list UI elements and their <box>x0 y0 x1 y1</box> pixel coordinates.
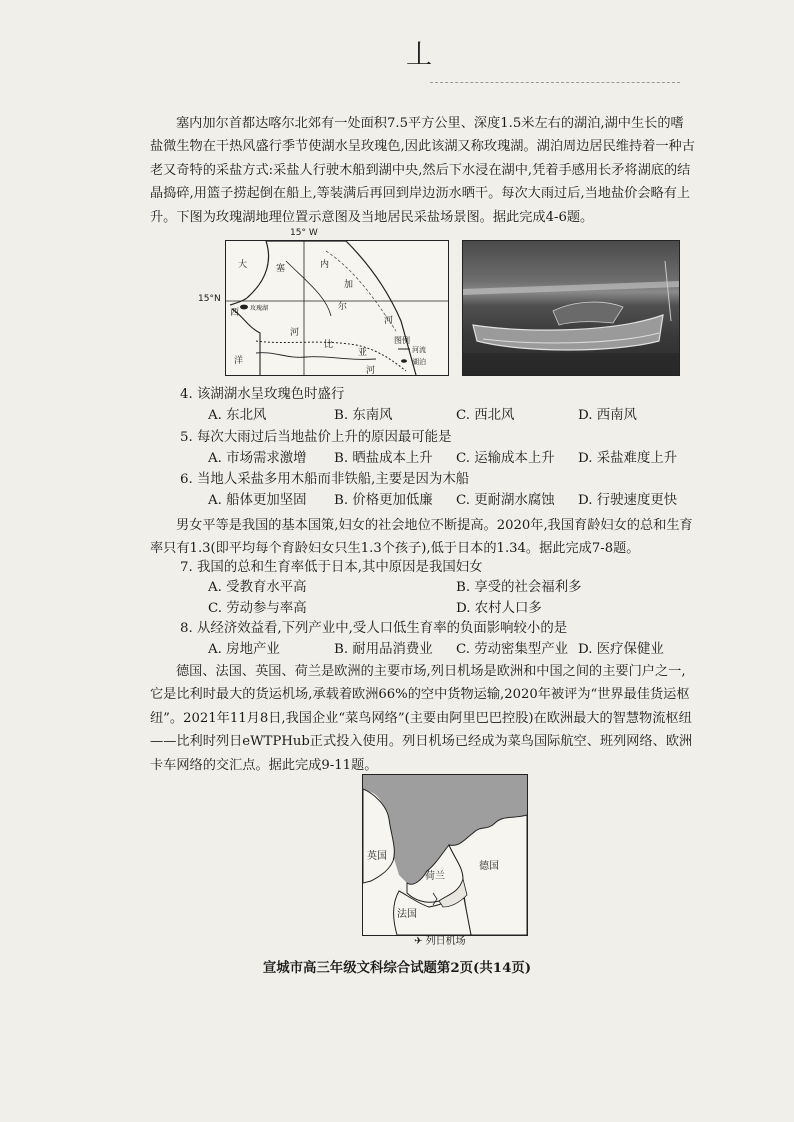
passage-liege-airport: 德国、法国、英国、荷兰是欧洲的主要市场,列日机场是欧洲和中国之间的主要门户之一,它是比利时最大的货运机场,承载着欧洲66%的空中货物运输,2020年被评为“世界最佳货运枢纽”。2021年11月8日,我国企业“菜鸟网络”(主要由阿里巴巴控股)在欧洲最大的智慧物流枢纽——比利时列日eWTPHub正式投入使用。列日机场已经成为菜鸟国际航空、班列网络、欧洲卡车网络的交汇点。据此完成9-11题。 <box>150 664 693 773</box>
legend-lake: 湖泊 <box>412 358 426 366</box>
salt-harvest-photo <box>462 240 680 376</box>
label-uk: 英国 <box>367 851 387 862</box>
airplane-icon: ✈ <box>414 936 423 947</box>
q5-option-d[interactable]: D. 采盐难度上升 <box>578 451 678 466</box>
rose-lake-map <box>225 240 449 376</box>
question-number: 7. <box>180 560 193 575</box>
q6-option-d[interactable]: D. 行驶速度更快 <box>578 493 678 508</box>
q7-option-b[interactable]: B. 享受的社会福利多 <box>456 580 582 595</box>
map-label-yang: 洋 <box>234 356 244 366</box>
question-text: 我国的总和生育率低于日本,其中原因是我国妇女 <box>197 560 483 575</box>
label-germany: 德国 <box>479 861 499 872</box>
passage-fertility: 男女平等是我国的基本国策,妇女的社会地位不断提高。2020年,我国育龄妇女的总和生育率只有1.3(即平均每个育龄妇女只生1.3个孩子),低于日本的1.34。据此完成7-8题。 <box>150 518 693 557</box>
map-label-xi: 西 <box>230 308 240 318</box>
europe-map-drawing <box>363 775 527 935</box>
q7-option-a[interactable]: A. 受教育水平高 <box>208 580 307 595</box>
map-label-er: 尔 <box>338 302 348 312</box>
q4-option-a[interactable]: A. 东北风 <box>208 408 267 423</box>
header-mark: 丄 <box>406 40 433 70</box>
question-text: 当地人采盐多用木船而非铁船,主要是因为木船 <box>197 472 470 487</box>
q4-option-c[interactable]: C. 西北风 <box>456 408 515 423</box>
q8-option-c[interactable]: C. 劳动密集型产业 <box>456 642 569 657</box>
question-5-stem <box>180 428 451 448</box>
question-number: 5. <box>180 430 193 445</box>
boat-scene <box>463 241 679 375</box>
page-footer: 宣城市高三年级文科综合试题第2页(共14页) <box>262 960 532 976</box>
q5-option-c[interactable]: C. 运输成本上升 <box>456 451 555 466</box>
q8-option-a[interactable]: A. 房地产业 <box>208 642 280 657</box>
map-label-lake: 玫瑰湖 <box>250 305 269 312</box>
q7-option-c[interactable]: C. 劳动参与率高 <box>208 601 307 616</box>
q8-option-b[interactable]: B. 耐用品消费业 <box>334 642 433 657</box>
map-label-ya: 亚 <box>358 348 368 358</box>
q5-option-b[interactable]: B. 晒盐成本上升 <box>334 451 433 466</box>
question-8-stem <box>180 619 567 639</box>
passage-rose-lake: 塞内加尔首都达喀尔北郊有一处面积7.5平方公里、深度1.5米左右的湖泊,湖中生长的嗜盐微生物在干热风盛行季节使湖水呈玫瑰色,因此该湖又称玫瑰湖。湖泊周边居民维持着一种古老又奇特的采盐方式:采盐人行驶木船到湖中央,然后下水浸在湖中,凭着手感用长矛将湖底的结晶捣碎,用篮子捞起倒在船上,等装满后再回到岸边沥水晒干。每次大雨过后,当地盐价会略有上升。下图为玫瑰湖地理位置示意图及当地居民采盐场景图。据此完成4-6题。 <box>150 116 695 225</box>
map-label-nei: 内 <box>320 260 330 270</box>
map-label-sai: 塞 <box>276 264 286 274</box>
label-netherlands: 荷兰 <box>425 871 445 882</box>
q8-option-d[interactable]: D. 医疗保健业 <box>578 642 664 657</box>
legend-river: 河流 <box>412 346 426 354</box>
q5-option-a[interactable]: A. 市场需求激增 <box>208 451 307 466</box>
question-text: 从经济效益看,下列产业中,受人口低生育率的负面影响较小的是 <box>197 621 568 636</box>
question-number: 4. <box>180 387 193 402</box>
legend-title: 图例 <box>394 336 410 345</box>
question-7-stem <box>180 558 483 578</box>
europe-map <box>362 774 528 936</box>
q4-option-d[interactable]: D. 西南风 <box>578 408 637 423</box>
question-text: 该湖湖水呈玫瑰色时盛行 <box>197 387 345 402</box>
label-france: 法国 <box>397 909 417 920</box>
q7-option-d[interactable]: D. 农村人口多 <box>456 601 542 616</box>
map-label-he-left: 河 <box>290 328 300 338</box>
question-6-stem <box>180 470 469 490</box>
map-lat-label: 15°N <box>198 294 221 304</box>
map-label-bi: 比 <box>324 340 334 350</box>
question-number: 6. <box>180 472 193 487</box>
map-lon-label: 15° W <box>290 228 318 238</box>
map-label-he-bottom: 河 <box>366 366 376 376</box>
q6-option-c[interactable]: C. 更耐湖水腐蚀 <box>456 493 555 508</box>
map-label-da: 大 <box>238 260 248 270</box>
q6-option-b[interactable]: B. 价格更加低廉 <box>334 493 433 508</box>
map-label-jia: 加 <box>344 280 354 290</box>
map-label-he-right: 河 <box>384 316 394 326</box>
question-4-stem <box>180 385 344 405</box>
question-text: 每次大雨过后当地盐价上升的原因最可能是 <box>197 430 452 445</box>
header-dashes <box>430 82 680 83</box>
q6-option-a[interactable]: A. 船体更加坚固 <box>208 493 307 508</box>
airport-legend <box>414 932 466 947</box>
q4-option-b[interactable]: B. 东南风 <box>334 408 393 423</box>
question-number: 8. <box>180 621 193 636</box>
airport-label: 列日机场 <box>425 936 466 947</box>
